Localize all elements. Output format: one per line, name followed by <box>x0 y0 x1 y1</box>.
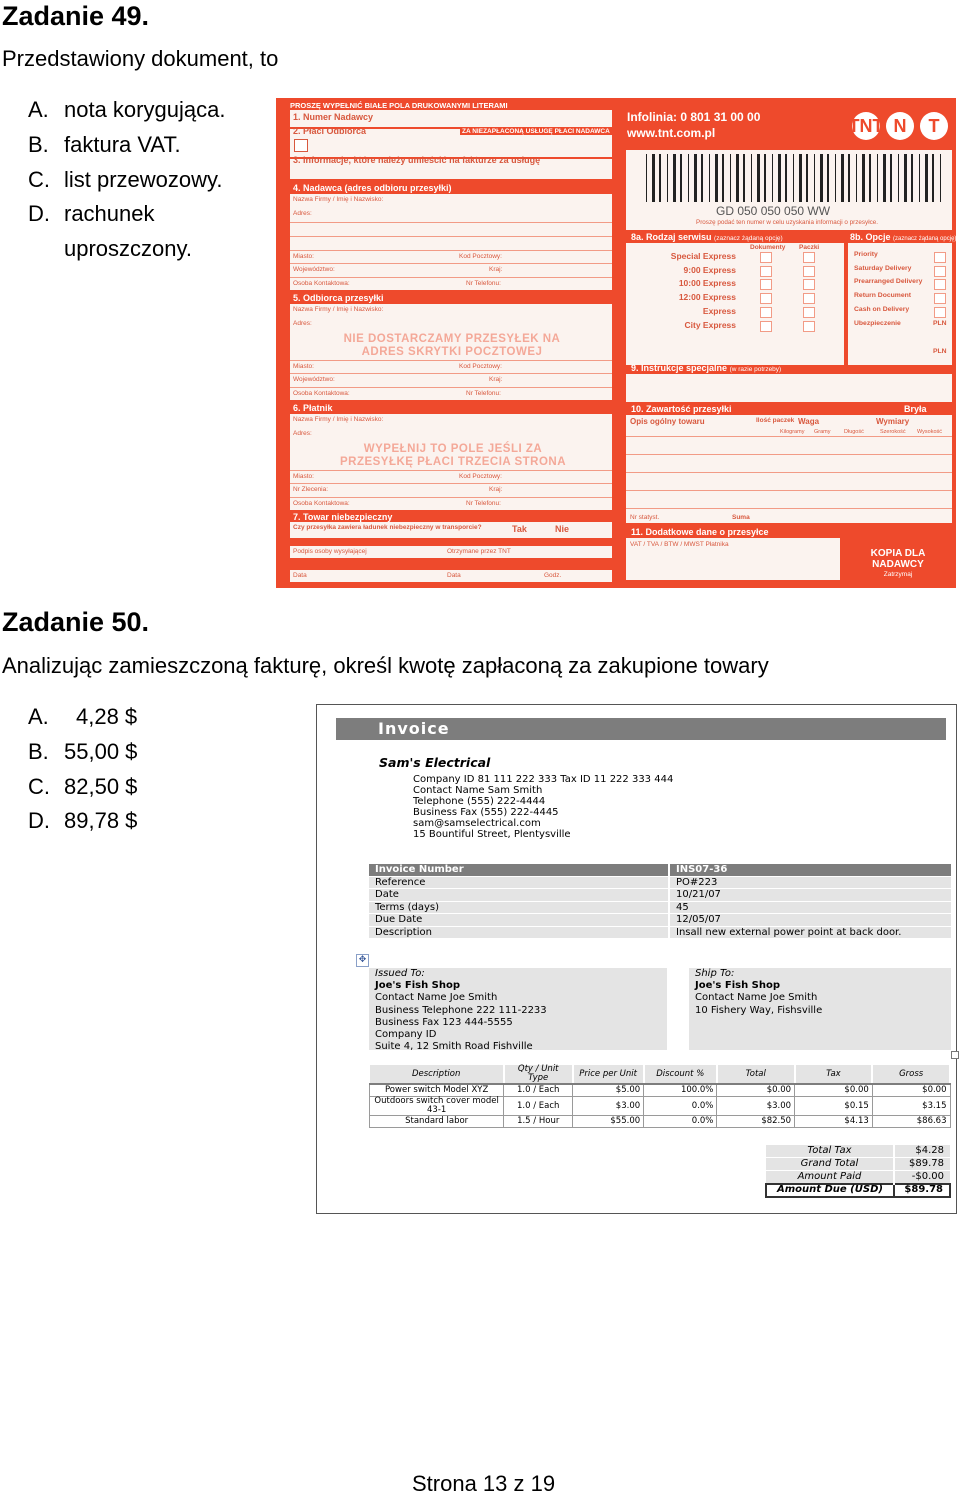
tnt-s9 <box>631 363 781 373</box>
checkbox <box>934 293 946 304</box>
label: Nr Zlecenia: <box>293 486 329 493</box>
service-option: 10:00 Express <box>678 278 736 289</box>
table-cell: 100.0% <box>644 1084 717 1097</box>
label: (zaznacz żądaną opcję) <box>714 235 783 242</box>
table-row <box>370 1084 951 1097</box>
tnt-logo <box>850 110 950 142</box>
table-cell: $0.00 <box>717 1084 795 1097</box>
tnt-s3: 3. Informacje, które należy umieścić na fakturze za usługę <box>293 155 541 165</box>
option-text: rachunek <box>64 201 155 226</box>
tnt-s11: 11. Dodatkowe dane o przesyłce <box>631 527 769 537</box>
ship-to-line: 10 Fishery Way, Fishsville <box>695 1004 823 1016</box>
label: Data <box>447 572 461 579</box>
ship-to-block <box>689 968 951 1050</box>
label: Kod Pocztowy: <box>459 253 502 260</box>
checkbox <box>803 266 815 277</box>
table-cell: 0.0% <box>644 1097 717 1116</box>
label: (w razie potrzeby) <box>729 366 782 373</box>
checkbox <box>760 252 772 263</box>
meta-row <box>369 926 951 939</box>
stamp-no-po-box: NIE DOSTARCZAMY PRZESYŁEK NA ADRES SKRYTKI POCZTOWEJ <box>343 333 561 358</box>
issued-to-line: Contact Name Joe Smith <box>375 992 498 1004</box>
label: Nazwa Firmy / Imię i Nazwisko: <box>293 306 384 313</box>
issued-to-block <box>369 968 667 1053</box>
option-text: nota korygująca. <box>64 97 226 122</box>
totals-row <box>766 1158 950 1171</box>
checkbox <box>294 139 308 152</box>
option-8b: Priority <box>854 251 878 258</box>
issued-to-line: Business Telephone 222 111-2233 <box>375 1004 547 1016</box>
checkbox <box>760 266 772 277</box>
table-cell: 1.5 / Hour <box>504 1116 573 1128</box>
items-header-row <box>370 1065 951 1084</box>
tnt-s2-note: ZA NIEZAPŁACONĄ USŁUGĘ PŁACI NADAWCA <box>462 128 610 135</box>
totals-key: Amount Paid <box>766 1171 894 1185</box>
issued-to-line: Suite 4, 12 Smith Road Fishville <box>375 1041 533 1053</box>
label: 8a. Rodzaj serwisu <box>631 232 712 242</box>
resize-handle-icon[interactable] <box>951 1051 959 1059</box>
meta-value: Insall new external power point at back door. <box>669 926 951 939</box>
ship-to-line: Contact Name Joe Smith <box>695 992 818 1004</box>
table-cell: 1.0 / Each <box>504 1097 573 1116</box>
table-cell: $55.00 <box>573 1116 644 1128</box>
label: Opis ogólny towaru <box>630 417 705 426</box>
ship-to-name: Joe's Fish Shop <box>695 980 781 992</box>
question-50-text: Analizując zamieszczoną fakturę, określ kwotę zapłaconą za zakupione towary <box>2 653 769 678</box>
amount-due-row <box>766 1184 950 1197</box>
stamp-third-party: WYPEŁNIJ TO POLE JEŚLI ZA PRZESYŁKĘ PŁACI TRZECIA STRONA <box>339 443 567 468</box>
table-cell: 0.0% <box>644 1116 717 1128</box>
table-cell: $5.00 <box>573 1084 644 1097</box>
meta-row <box>369 914 951 927</box>
totals-value: $4.28 <box>894 1145 950 1158</box>
table-cell: 1.0 / Each <box>504 1084 573 1097</box>
barcode <box>646 154 946 202</box>
tnt-s8b <box>850 232 956 242</box>
label: Województwo: <box>293 266 335 273</box>
label: Miasto: <box>293 473 314 480</box>
field-sender-address <box>290 194 612 290</box>
label: Adres: <box>293 210 312 217</box>
issued-to-line: Company ID <box>375 1029 437 1041</box>
items-header-cell: Discount % <box>644 1065 717 1084</box>
totals-value: -$0.00 <box>894 1171 950 1185</box>
option-8b: Prearranged Delivery <box>854 278 923 286</box>
barcode-number: GD 050 050 050 WW <box>716 204 831 218</box>
label: Kraj: <box>489 486 503 493</box>
option-8b: Cash on Delivery <box>854 305 910 313</box>
question-49-title: Zadanie 49. <box>2 1 150 31</box>
field-special-instructions <box>626 374 952 402</box>
option-letter: C. <box>28 774 50 799</box>
label: Dokumenty <box>750 244 786 251</box>
label: Nr Telefonu: <box>466 500 501 507</box>
service-option: 9:00 Express <box>683 264 736 275</box>
tnt-s10: 10. Zawartość przesyłki <box>631 404 732 414</box>
checkbox <box>934 252 946 263</box>
q49-option-d-continued: uproszczony. <box>64 236 192 261</box>
checkbox <box>803 321 815 332</box>
checkbox <box>934 266 946 277</box>
label: Szerokość <box>880 429 906 435</box>
label: Nazwa Firmy / Imię i Nazwisko: <box>293 196 384 203</box>
checkbox <box>803 279 815 290</box>
seller-detail-line: Company ID 81 111 222 333 Tax ID 11 222 333 444 <box>413 774 674 785</box>
meta-key: Due Date <box>369 914 669 927</box>
tnt-infolinia: Infolinia: 0 801 31 00 00 <box>627 110 761 124</box>
items-header-cell: Tax <box>795 1065 873 1084</box>
label: Wymiary <box>876 417 910 426</box>
label: Czy przesyłka zawiera ładunek niebezpieczny w transporcie? <box>293 524 482 531</box>
tnt-www: www.tnt.com.pl <box>627 126 716 140</box>
checkbox <box>760 279 772 290</box>
label: Adres: <box>293 320 312 327</box>
totals-value: $89.78 <box>894 1158 950 1171</box>
table-cell: $0.00 <box>872 1084 950 1097</box>
table-cell: Standard labor <box>370 1116 504 1128</box>
meta-row <box>369 901 951 914</box>
table-cell: Power switch Model XYZ <box>370 1084 504 1097</box>
label: Kraj: <box>489 266 503 273</box>
checkbox <box>934 307 946 318</box>
option-letter: C. <box>28 167 50 192</box>
amount-due-value: $89.78 <box>894 1184 950 1197</box>
tnt-banner: PROSZĘ WYPEŁNIĆ BIAŁE POLA DRUKOWANYMI LITERAMI <box>290 101 508 110</box>
label: Kod Pocztowy: <box>459 473 502 480</box>
meta-row <box>369 889 951 902</box>
seller-detail-line: Business Fax (555) 222-4445 <box>413 807 559 818</box>
label: Podpis osoby wysyłającej <box>293 548 367 555</box>
tnt-s7: 7. Towar niebezpieczny <box>293 512 393 522</box>
invoice-image <box>316 704 957 1214</box>
meta-key: Terms (days) <box>369 901 669 914</box>
meta-key: Date <box>369 889 669 902</box>
q49-option-c <box>28 167 223 193</box>
invoice-items-table <box>369 1065 951 1128</box>
label: Bryła <box>904 404 927 414</box>
ship-to-lines <box>695 992 945 1016</box>
option-text: 89,78 $ <box>64 808 138 833</box>
logo-letter-t1: TNT <box>850 116 884 136</box>
label: Osoba Kontaktowa: <box>293 500 350 507</box>
label: Zatrzymaj <box>883 571 913 578</box>
items-header-cell: Gross <box>872 1065 950 1084</box>
checkbox <box>760 307 772 318</box>
question-49-text: Przedstawiony dokument, to <box>2 46 279 71</box>
table-cell: $3.00 <box>717 1097 795 1116</box>
q50-option-a <box>28 704 137 730</box>
totals-row <box>766 1145 950 1158</box>
seller-detail-line: sam@samselectrical.com <box>413 818 541 829</box>
option-text: 4,28 $ <box>76 704 138 729</box>
items-header-cell: Total <box>717 1065 795 1084</box>
label: Tak <box>512 524 527 534</box>
label: Ilość paczek <box>756 417 795 424</box>
option-text: 55,00 $ <box>64 739 138 764</box>
checkbox <box>803 307 815 318</box>
table-cell: $3.15 <box>872 1097 950 1116</box>
label: PLN <box>933 320 947 327</box>
seller-details <box>413 774 673 840</box>
table-cell: $3.00 <box>573 1097 644 1116</box>
move-handle-icon[interactable]: ✥ <box>356 954 369 967</box>
q50-option-b <box>28 739 137 765</box>
table-cell: $0.00 <box>795 1084 873 1097</box>
meta-key: Reference <box>369 876 669 889</box>
table-cell: $4.13 <box>795 1116 873 1128</box>
label: Adres: <box>293 430 312 437</box>
label: Nr Telefonu: <box>466 390 501 397</box>
invoice-title: Invoice <box>336 718 946 740</box>
seller-detail-line: 15 Bountiful Street, Plentysville <box>413 829 571 840</box>
q50-option-d <box>28 808 137 834</box>
label: Nr statyst. <box>630 514 660 521</box>
ship-to-title: Ship To: <box>695 968 735 979</box>
meta-value: PO#223 <box>669 876 951 889</box>
q50-option-c <box>28 774 137 800</box>
table-row <box>370 1116 951 1128</box>
label: Miasto: <box>293 253 314 260</box>
totals-row <box>766 1171 950 1185</box>
issued-to-name: Joe's Fish Shop <box>375 980 461 992</box>
label: Suma <box>732 514 750 521</box>
service-option: City Express <box>684 319 736 330</box>
items-header-cell: Description <box>370 1065 504 1084</box>
meta-value: INS07-36 <box>669 864 951 876</box>
meta-row <box>369 864 951 876</box>
svg-text:T: T <box>928 116 940 136</box>
totals-key: Total Tax <box>766 1145 894 1158</box>
label: Gramy <box>814 429 831 435</box>
amount-due-label: Amount Due (USD) <box>766 1184 894 1197</box>
option-letter: A. <box>28 97 49 122</box>
label: Nazwa Firmy / Imię i Nazwisko: <box>293 416 384 423</box>
label: PLN <box>933 348 947 355</box>
tnt-s8a <box>631 232 783 242</box>
label: Nr Telefonu: <box>466 280 501 287</box>
meta-key: Invoice Number <box>369 864 669 876</box>
tnt-s5: 5. Odbiorca przesyłki <box>293 293 384 303</box>
option-text: 82,50 $ <box>64 774 138 799</box>
label: Osoba Kontaktowa: <box>293 280 350 287</box>
checkbox <box>760 293 772 304</box>
label: Kraj: <box>489 376 503 383</box>
table-cell: $86.63 <box>872 1116 950 1128</box>
label: Data <box>293 572 307 579</box>
meta-value: 10/21/07 <box>669 889 951 902</box>
q49-option-b <box>28 132 181 158</box>
table-cell: $0.15 <box>795 1097 873 1116</box>
meta-value: 12/05/07 <box>669 914 951 927</box>
question-50-title: Zadanie 50. <box>2 607 150 637</box>
label: Wysokość <box>917 429 943 435</box>
seller-name: Sam's Electrical <box>379 755 491 770</box>
seller-detail-line: Contact Name Sam Smith <box>413 785 543 796</box>
label: Województwo: <box>293 376 335 383</box>
label: Waga <box>798 417 820 426</box>
tnt-waybill-image <box>276 98 956 588</box>
label: Kod Pocztowy: <box>459 363 502 370</box>
tnt-s4: 4. Nadawca (adres odbioru przesyłki) <box>293 183 452 193</box>
option-8b: Return Document <box>854 292 912 300</box>
issued-to-line: Business Fax 123 444-5555 <box>375 1016 513 1028</box>
q49-option-d <box>28 201 155 227</box>
label: Długość <box>844 429 864 435</box>
totals-key: Grand Total <box>766 1158 894 1171</box>
invoice-meta-table <box>369 864 951 939</box>
label: (zaznacz żądaną opcję) <box>893 236 956 242</box>
table-row <box>370 1097 951 1116</box>
table-cell: $82.50 <box>717 1116 795 1128</box>
option-letter: B. <box>28 132 49 157</box>
checkbox <box>803 252 815 263</box>
invoice-totals-table <box>765 1145 951 1198</box>
option-8b: Ubezpieczenie <box>854 319 901 327</box>
items-header-cell: Qty / Unit Type <box>504 1065 573 1084</box>
page-footer: Strona 13 z 19 <box>412 1471 556 1496</box>
seller-detail-line: Telephone (555) 222-4444 <box>413 796 546 807</box>
tnt-s2: 2. Płaci Odbiorca <box>293 126 367 136</box>
label: Miasto: <box>293 363 314 370</box>
service-option: Express <box>702 305 736 316</box>
items-header-cell: Price per Unit <box>573 1065 644 1084</box>
label: Otrzymane przez TNT <box>447 548 511 555</box>
option-text: faktura VAT. <box>64 132 181 157</box>
option-letter: B. <box>28 739 49 764</box>
label: Kilogramy <box>780 429 805 435</box>
option-letter: D. <box>28 201 50 226</box>
meta-key: Description <box>369 926 669 939</box>
tnt-copy-label: KOPIA DLA NADAWCY <box>870 548 926 570</box>
label: Nie <box>555 524 570 534</box>
issued-to-title: Issued To: <box>375 968 425 979</box>
option-letter: A. <box>28 704 49 729</box>
barcode-note: Proszę podać ten numer w celu uzyskania informacji o przesyłce. <box>696 219 878 226</box>
svg-text:N: N <box>893 116 907 136</box>
label: VAT / TVA / BTW / MWST Płatnika <box>630 541 729 548</box>
q49-option-a <box>28 97 225 123</box>
service-option: 12:00 Express <box>678 292 736 303</box>
label: 9. Instrukcje specjalne <box>631 363 728 373</box>
meta-value: 45 <box>669 901 951 914</box>
tnt-s6: 6. Płatnik <box>293 403 333 413</box>
meta-row <box>369 876 951 889</box>
tnt-s1: 1. Numer Nadawcy <box>293 112 374 122</box>
label: Osoba Kontaktowa: <box>293 390 350 397</box>
option-letter: D. <box>28 808 50 833</box>
checkbox <box>934 279 946 290</box>
checkbox <box>803 293 815 304</box>
label: Paczki <box>799 244 820 251</box>
option-8b: Saturday Delivery <box>854 264 912 272</box>
service-option: Special Express <box>670 251 736 261</box>
issued-to-lines <box>375 992 661 1053</box>
option-text: list przewozowy. <box>64 167 223 192</box>
label: 8b. Opcje <box>850 232 891 242</box>
checkbox <box>760 321 772 332</box>
table-cell: Outdoors switch cover model 43-1 <box>370 1097 504 1116</box>
label: Godz. <box>544 572 562 579</box>
